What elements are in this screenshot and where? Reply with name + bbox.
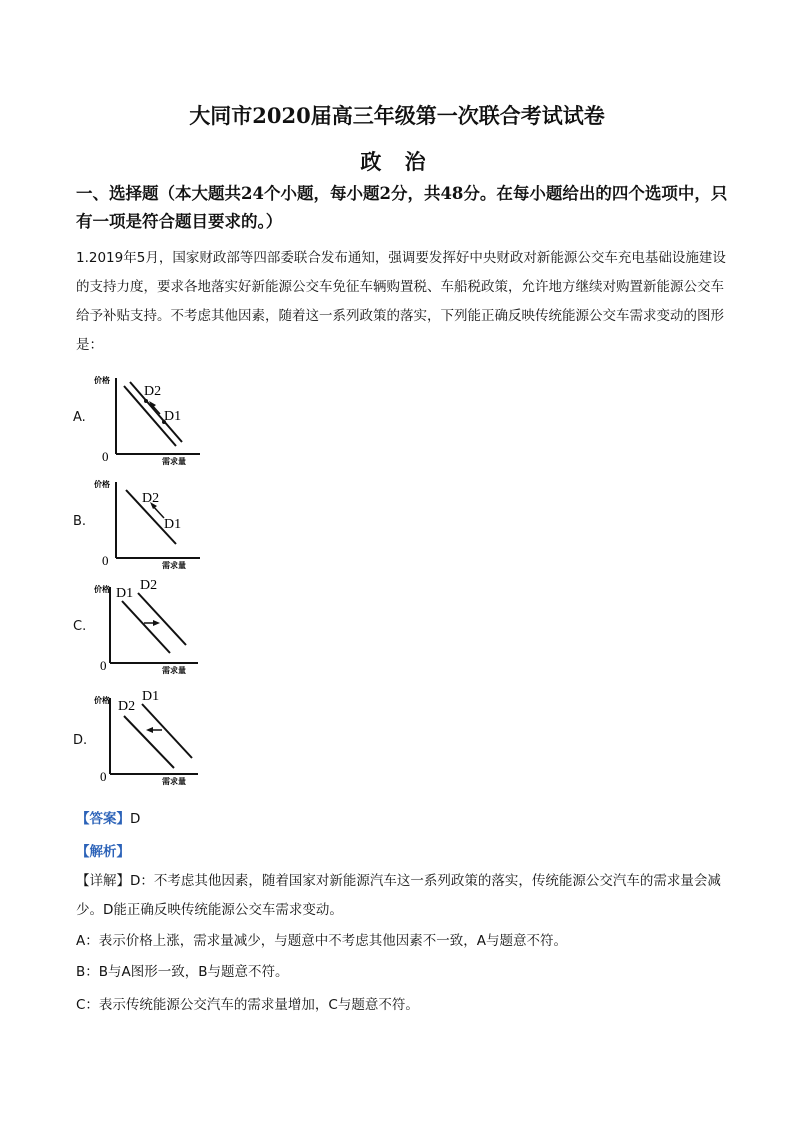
- option-c-label: C.: [73, 619, 87, 634]
- curve-label-right: D2: [140, 578, 158, 593]
- analysis-line: [76, 840, 130, 860]
- origin-label: 0: [100, 658, 107, 673]
- exam-title: 大同市2020届高三年级第一次联合考试试卷: [189, 103, 605, 128]
- x-axis-label: 需求量: [162, 457, 186, 466]
- curve-label-right: D1: [142, 689, 160, 704]
- point-d2: [144, 399, 148, 403]
- analysis-label: 【解析】: [76, 844, 130, 860]
- origin-label: 0: [102, 449, 109, 464]
- demand-curve-left: [122, 601, 170, 653]
- y-axis-label: 价格: [94, 480, 110, 489]
- y-axis-label: 价格: [94, 376, 110, 385]
- x-axis-label: 需求量: [162, 777, 186, 786]
- curve-label-left: D2: [118, 699, 136, 714]
- option-d-graph: [94, 688, 204, 784]
- option-d-label: D.: [73, 733, 88, 748]
- detail-paragraph: [76, 867, 728, 925]
- y-axis-label: 价格: [94, 585, 110, 594]
- curve-label-d1: D1: [164, 409, 182, 424]
- curve-label-d2: D2: [144, 384, 162, 399]
- option-a-label: A.: [73, 410, 86, 425]
- origin-label: 0: [100, 769, 107, 784]
- curve-label-d1: D1: [164, 517, 182, 532]
- curve-label-d2: D2: [142, 491, 160, 506]
- answer-label: 【答案】: [76, 811, 130, 827]
- arrow-head: [153, 620, 160, 626]
- origin-label: 0: [102, 553, 109, 568]
- demand-curve-left: [124, 716, 174, 768]
- arrow-head: [146, 727, 153, 733]
- x-axis-label: 需求量: [162, 561, 186, 570]
- subject-title: 政 治: [360, 149, 434, 174]
- demand-curve-right: [138, 593, 186, 645]
- explanation-c: C：表示传统能源公交汽车的需求量增加，C与题意不符。: [76, 997, 419, 1013]
- option-a-graph: [94, 368, 204, 464]
- question-text: 1.2019年5月，国家财政部等四部委联合发布通知，强调要发挥好中央财政对新能源公交车充电基础设施建设的支持力度，要求各地落实好新能源公交车免征车辆购置税、车船税政策，允许地方继续对购置新能源公交车给予补贴支持。不考虑其他因素，随着这一系列政策的落实，下列能正确反映传统能源公交车需求变动的图形是：: [76, 250, 726, 353]
- detail-text: D：不考虑其他因素，随着国家对新能源汽车这一系列政策的落实，传统能源公交汽车的需求量会减少。D能正确反映传统能源公交车需求变动。: [76, 873, 721, 918]
- section-heading: 一、选择题（本大题共24个小题，每小题2分，共48分。在每小题给出的四个选项中，只有一项是符合题目要求的。）: [76, 184, 728, 231]
- explanation-a: A：表示价格上涨，需求量减少，与题意中不考虑其他因素不一致，A与题意不符。: [76, 933, 567, 949]
- option-b-label: B.: [73, 514, 87, 529]
- answer-value: D: [130, 811, 141, 827]
- curve-label-left: D1: [116, 586, 134, 601]
- answer-line: [76, 807, 140, 827]
- option-c-graph: [94, 577, 204, 673]
- detail-label: 【详解】: [76, 873, 130, 889]
- y-axis-label: 价格: [94, 696, 110, 705]
- explanation-b: B：B与A图形一致，B与题意不符。: [76, 964, 289, 980]
- x-axis-label: 需求量: [162, 666, 186, 675]
- option-b-graph: [94, 472, 204, 568]
